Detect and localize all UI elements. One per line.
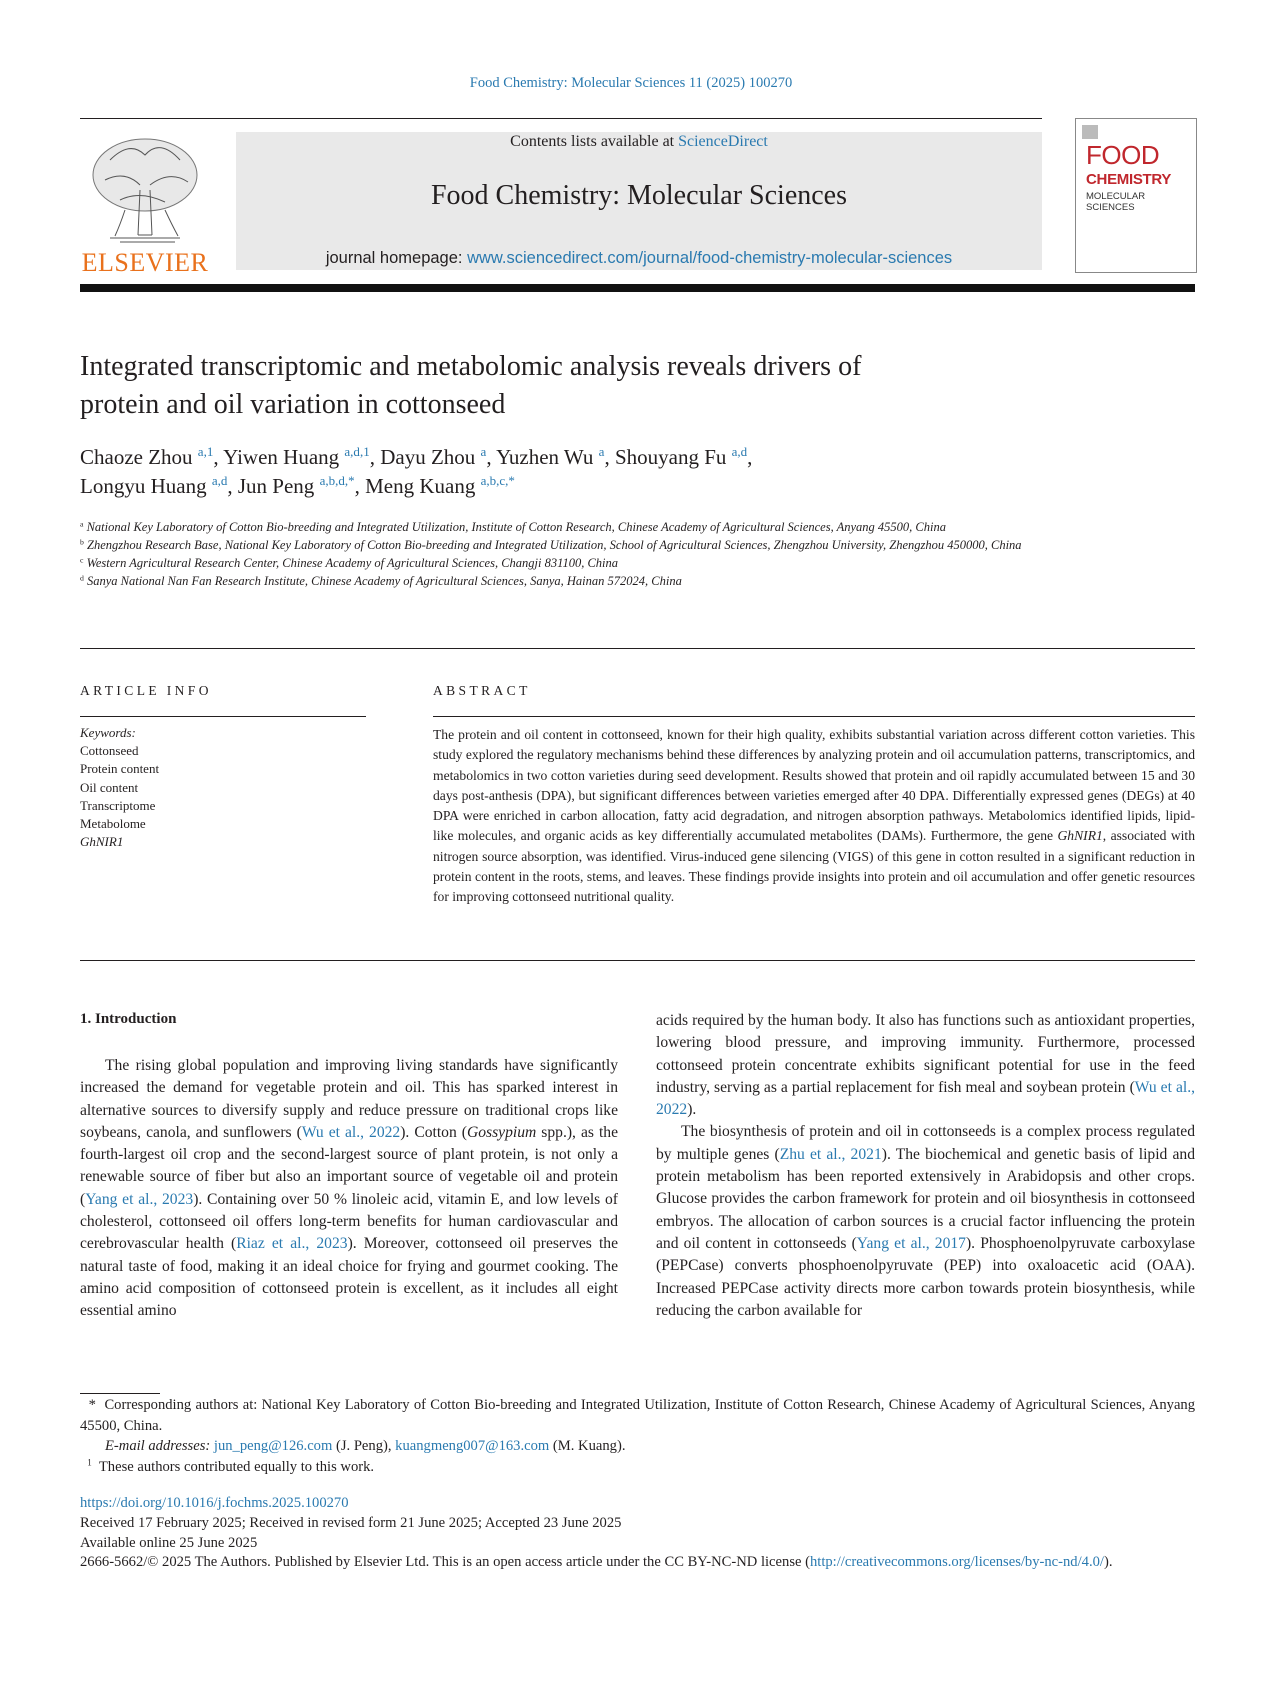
citation-link[interactable]: Wu et al., 2022 — [301, 1123, 401, 1141]
citation-link[interactable]: Yang et al., 2023 — [85, 1190, 194, 1208]
license-link[interactable]: http://creativecommons.org/licenses/by-nc-nd/4.0/ — [809, 1554, 1104, 1571]
elsevier-wordmark: ELSEVIER — [81, 248, 209, 277]
author[interactable]: Chaoze Zhou $^{a,1}$, — [80, 444, 224, 469]
journal-cover[interactable] — [1075, 118, 1197, 273]
equal-contribution-note: $^1$ These authors contributed equally to this work. — [87, 1457, 375, 1475]
title-line: protein and oil variation in cottonseed — [80, 389, 506, 420]
affiliation: $^c$ Western Agricultural Research Center, Chinese Academy of Agricultural Sciences, Changji 831100, China — [80, 555, 618, 570]
article-title — [80, 348, 1130, 424]
title-line: Integrated transcriptomic and metabolomic analysis reveals drivers of — [80, 351, 862, 382]
cover-chemistry: CHEMISTRY — [1086, 171, 1172, 188]
running-header[interactable]: Food Chemistry: Molecular Sciences 11 (2025) 100270 — [469, 75, 793, 91]
keyword: Protein content — [80, 761, 160, 777]
contents-prefix: Contents lists available at — [510, 133, 679, 150]
citation-link[interactable]: Yang et al., 2017 — [856, 1234, 966, 1252]
paragraph: The biosynthesis of protein and oil in cottonseeds is a complex process regulated by multiple genes (Zhu et al., 2021). The biochemical and genetic basis of lipid and protein metabolism has been reported extensively in Arabidopsis and other crops. Glucose provides the carbon framework for protein and oil biosynthesis in cottonseed embryos. The allocation of carbon sources is a crucial factor influencing the protein and oil content in cottonseeds (Yang et al., 2017). Phosphoenolpyruvate carboxylase (PEPCase) converts phosphoenolpyruvate (PEP) into oxaloacetic acid (OAA). Increased PEPCase activity directs more carbon towards protein biosynthesis, while reducing the carbon available for — [656, 1123, 1195, 1319]
keywords-list — [80, 724, 366, 851]
author[interactable]: Yiwen Huang $^{a,d,1}$, — [223, 444, 381, 469]
keyword: Metabolome — [80, 816, 146, 832]
paragraph: acids required by the human body. It also has functions such as antioxidant properties, lowering blood pressure, and improving immunity. Furthermore, processed cottonseed protein concentrate exhibits significant potential for use in the feed industry, serving as a partial replacement for fish meal and soybean protein (Wu et al., 2022). — [656, 1012, 1195, 1119]
citation-link[interactable]: Zhu et al., 2021 — [779, 1145, 882, 1163]
email-link[interactable]: jun_peng@126.com — [213, 1438, 333, 1454]
divider — [80, 648, 1195, 649]
author[interactable]: Jun Peng $^{a,b,d,*}$, — [237, 473, 366, 498]
divider — [80, 960, 1195, 961]
journal-homepage-link[interactable]: www.sciencedirect.com/journal/food-chemistry-molecular-sciences — [467, 249, 953, 267]
divider — [80, 716, 366, 717]
body-column-left — [80, 1055, 618, 1323]
homepage-line — [236, 249, 1042, 268]
keyword: Oil content — [80, 779, 139, 795]
paragraph: The rising global population and improving living standards have significantly increased the demand for vegetable protein and oil. This has sparked interest in alternative sources to diversify supply and reduce pressure on traditional crops like soybeans, canola, and sunflowers (Wu et al., 2022). Cotton (Gossypium spp.), as the fourth-largest oil crop and the second-largest source of plant protein, is not only a renewable source of fiber but also an important source of vegetable oil and protein (Yang et al., 2023). Containing over 50 % linoleic acid, vitamin E, and low levels of cholesterol, cottonseed oil offers long-term benefits for human cardiovascular and cerebrovascular health (Riaz et al., 2023). Moreover, cottonseed oil preserves the natural taste of food, making it an ideal choice for frying and gourmet cooking. The amino acid composition of cottonseed protein is excellent, as it includes all eight essential amino — [80, 1057, 619, 1320]
gene-name: GhNIR1 — [1057, 828, 1103, 844]
publication-info — [80, 1494, 1195, 1573]
cover-food: FOOD — [1086, 140, 1160, 170]
affiliation: $^d$ Sanya National Nan Fan Research Institute, Chinese Academy of Agricultural Sciences, Sanya, Hainan 572024, China — [80, 573, 682, 588]
sciencedirect-link[interactable]: ScienceDirect — [678, 133, 768, 150]
license-statement: 2666-5662/© 2025 The Authors. Published by Elsevier Ltd. This is an open access article under the CC BY-NC-ND license (http://creativecommons.org/licenses/by-nc-nd/4.0/). — [80, 1554, 1113, 1571]
affiliation: $^a$ National Key Laboratory of Cotton Bio-breeding and Integrated Utilization, Institute of Cotton Research, Chinese Academy of Agricultural Sciences, Anyang 45500, China — [80, 519, 946, 534]
keyword: Transcriptome — [80, 797, 156, 813]
footnotes — [80, 1395, 1195, 1477]
section-heading: 1. Introduction — [80, 1011, 177, 1027]
affiliations — [80, 518, 1040, 590]
masthead-rule — [80, 284, 1195, 292]
affiliation: $^b$ Zhengzhou Research Base, National Key Laboratory of Cotton Bio-breeding and Integrated Utilization, School of Agricultural Sciences, Zhengzhou University, Zhengzhou 450000, China — [80, 537, 1022, 552]
received-dates: Received 17 February 2025; Received in revised form 21 June 2025; Accepted 23 June 2025 — [80, 1514, 622, 1531]
journal-title: Food Chemistry: Molecular Sciences — [430, 180, 848, 211]
elsevier-mini-logo-icon — [1082, 125, 1098, 139]
corresponding-author-note: * Corresponding authors at: National Key Laboratory of Cotton Bio-breeding and Integrated Utilization, Institute of Cotton Research, Chinese Academy of Agricultural Sciences, Anyang 45500, China. — [80, 1397, 1196, 1434]
article-info-heading: ARTICLE INFO — [80, 683, 212, 698]
author[interactable]: Longyu Huang $^{a,d}$, — [80, 473, 238, 498]
author[interactable]: Meng Kuang $^{a,b,c,*}$ — [365, 473, 515, 498]
email-note: E-mail addresses: jun_peng@126.com (J. Peng), kuangmeng007@163.com (M. Kuang). — [105, 1438, 626, 1454]
body-column-right — [656, 1010, 1195, 1322]
author[interactable]: Dayu Zhou $^a$, — [380, 444, 497, 469]
email-link[interactable]: kuangmeng007@163.com — [395, 1438, 550, 1454]
available-online: Available online 25 June 2025 — [80, 1534, 258, 1551]
keyword: Cottonseed — [80, 743, 139, 759]
contents-line — [236, 133, 1042, 151]
tree-icon — [80, 130, 210, 250]
divider — [433, 716, 1195, 717]
doi-link[interactable]: https://doi.org/10.1016/j.fochms.2025.100270 — [80, 1495, 349, 1511]
author-list — [80, 443, 1130, 501]
author[interactable]: Yuzhen Wu $^a$, — [496, 444, 615, 469]
homepage-prefix: journal homepage: — [325, 249, 468, 267]
top-rule — [80, 118, 1042, 119]
citation-link[interactable]: Riaz et al., 2023 — [236, 1235, 348, 1253]
author[interactable]: Shouyang Fu $^{a,d}$, — [614, 444, 753, 469]
abstract-text: The protein and oil content in cottonseed, known for their high quality, exhibits substantial variation across different cotton varieties. This study explored the regulatory mechanisms behind these differences by analyzing protein and oil accumulation patterns, transcriptomics, and metabolomics in two cotton varieties during seed development. Results showed that protein and oil rapidly accumulated between 15 and 30 days post-anthesis (DPA), but significant differences between varieties emerged after 40 DPA. Differentially expressed genes (DEGs) at 40 DPA were enriched in carbon allocation, fatty acid degradation, and nitrogen absorption pathways. Metabolomics identified lipids, lipid-like molecules, and organic acids as key differentially accumulated metabolites (DAMs). Furthermore, the gene GhNIR1, associated with nitrogen source absorption, was identified. Virus-induced gene silencing (VIGS) of this gene in cotton resulted in a significant reduction in protein content in the roots, stems, and leaves. These findings provide insights into protein and oil accumulation and offer genetic resources for improving cottonseed nutritional quality. — [433, 727, 1195, 905]
footnote-rule — [80, 1393, 160, 1394]
elsevier-logo[interactable] — [80, 130, 210, 280]
keywords-label: Keywords: — [80, 725, 136, 740]
citation-link[interactable]: Wu et al., 2022 — [656, 1078, 1195, 1119]
abstract-heading: ABSTRACT — [433, 683, 531, 698]
keyword: GhNIR1 — [80, 834, 124, 850]
journal-masthead — [236, 132, 1042, 270]
cover-molecular-sciences: MOLECULAR SCIENCES — [1086, 191, 1146, 213]
